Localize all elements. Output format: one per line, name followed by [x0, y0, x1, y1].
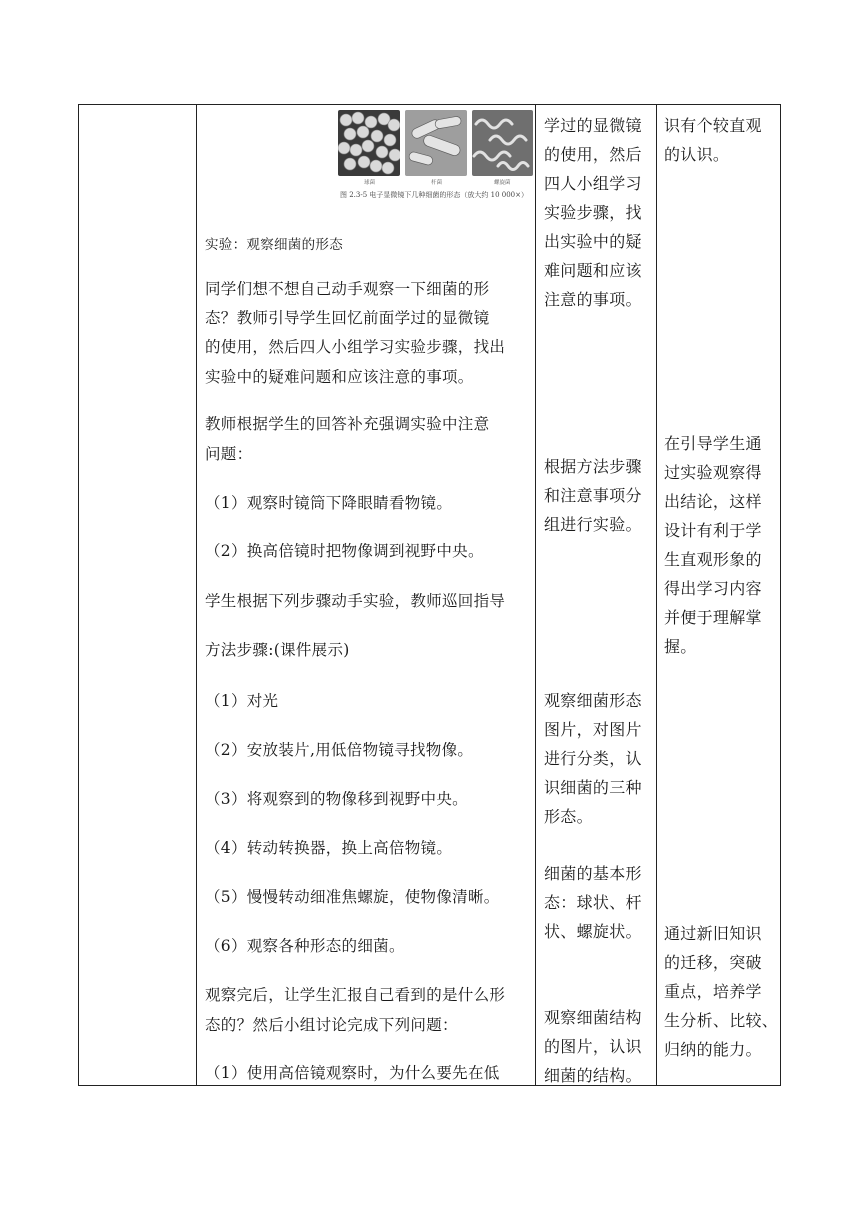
cocci-photo	[338, 110, 400, 176]
spirilla-photo	[472, 110, 533, 176]
student-text-line: 进行分类，认	[544, 749, 642, 768]
student-text-line: 的图片，认识	[544, 1037, 642, 1056]
teacher-text-line: 同学们想不想自己动手观察一下细菌的形	[205, 280, 490, 298]
teacher-text-line: （2）换高倍镜时把物像调到视野中央。	[205, 542, 484, 560]
student-activity-cell	[536, 105, 656, 1085]
intent-text-line: 出结论，这样	[664, 492, 762, 511]
teacher-text-line: （4）转动转换器，换上高倍物镜。	[205, 839, 453, 857]
teacher-text-line: （1）使用高倍镜观察时，为什么要先在低	[205, 1064, 500, 1082]
table-bottom-border	[78, 1085, 781, 1086]
student-text-line: 状、螺旋状。	[544, 922, 642, 941]
student-text-line: 的使用，然后	[544, 145, 642, 164]
teacher-text-line: （3）将观察到的物像移到视野中央。	[205, 790, 468, 808]
intent-text-line: 的认识。	[664, 145, 730, 164]
intent-text-line: 得出学习内容	[664, 579, 762, 598]
student-text-line: 细菌的基本形	[544, 864, 642, 883]
student-text-line: 根据方法步骤	[544, 457, 642, 476]
teacher-text-line: 实验中的疑难问题和应该注意的事项。	[205, 368, 474, 386]
intent-text-line: 识有个较直观	[664, 116, 762, 135]
student-text-line: 实验步骤，找	[544, 203, 642, 222]
figure-caption: 图 2.3-5 电子显微镜下几种细菌的形态（放大约 10 000×）	[340, 191, 528, 199]
teacher-text-line: （5）慢慢转动细准焦螺旋，使物像清晰。	[205, 888, 500, 906]
teacher-text-line: （1）对光	[205, 692, 279, 710]
table-right-border	[780, 104, 781, 1086]
student-text-line: 形态。	[544, 807, 593, 826]
cocci-label: 球菌	[364, 180, 376, 186]
teacher-activity-cell	[197, 105, 535, 1085]
student-text-line: 图片，对图片	[544, 720, 642, 739]
student-text-line: 注意的事项。	[544, 290, 642, 309]
intent-text-line: 设计有利于学	[664, 521, 762, 540]
student-text-line: 学过的显微镜	[544, 116, 642, 135]
spirilla-label: 螺旋菌	[494, 180, 511, 186]
intent-text-line: 重点，培养学	[664, 982, 762, 1001]
intent-text-line: 通过新旧知识	[664, 924, 762, 943]
intent-text-line: 的迁移，突破	[664, 953, 762, 972]
student-text-line: 观察细菌形态	[544, 691, 642, 710]
teacher-text-line: 学生根据下列步骤动手实验，教师巡回指导	[205, 592, 506, 610]
bacilli-photo	[405, 110, 467, 176]
intent-text-line: 握。	[664, 637, 697, 656]
teacher-text-line: 问题：	[205, 445, 253, 463]
teacher-text-line: （6）观察各种形态的细菌。	[205, 937, 405, 955]
teacher-text-line: 方法步骤:(课件展示)	[205, 641, 350, 659]
intent-text-line: 生直观形象的	[664, 550, 762, 569]
design-intent-cell	[657, 105, 780, 1085]
intent-text-line: 归纳的能力。	[664, 1040, 762, 1059]
teacher-text-line: （1）观察时镜筒下降眼睛看物镜。	[205, 494, 453, 512]
teacher-text-line: 教师根据学生的回答补充强调实验中注意	[205, 415, 490, 433]
experiment-title: 实验：观察细菌的形态	[205, 237, 343, 253]
student-text-line: 出实验中的疑	[544, 232, 642, 251]
bacilli-label: 杆菌	[431, 180, 443, 186]
student-text-line: 组进行实验。	[544, 515, 642, 534]
teacher-text-line: 态？教师引导学生回忆前面学过的显微镜	[205, 309, 490, 327]
intent-text-line: 生分析、比较、	[664, 1011, 779, 1030]
lesson-plan-table	[78, 104, 781, 1086]
student-text-line: 观察细菌结构	[544, 1008, 642, 1027]
intent-text-line: 过实验观察得	[664, 463, 762, 482]
teacher-text-line: 观察完后，让学生汇报自己看到的是什么形	[205, 986, 506, 1004]
teacher-text-line: 态的？然后小组讨论完成下列问题：	[205, 1016, 458, 1034]
bacteria-micrograph-figure	[338, 110, 533, 202]
intent-text-line: 并便于理解掌	[664, 608, 762, 627]
student-text-line: 难问题和应该	[544, 261, 642, 280]
section-cell	[79, 105, 196, 1085]
student-text-line: 识细菌的三种	[544, 778, 642, 797]
teacher-text-line: 的使用，然后四人小组学习实验步骤，找出	[205, 338, 506, 356]
student-text-line: 四人小组学习	[544, 174, 642, 193]
student-text-line: 态：球状、杆	[544, 893, 642, 912]
intent-text-line: 在引导学生通	[664, 434, 762, 453]
student-text-line: 和注意事项分	[544, 486, 642, 505]
teacher-text-line: （2）安放装片,用低倍物镜寻找物像。	[205, 741, 474, 759]
student-text-line: 细菌的结构。	[544, 1066, 642, 1085]
